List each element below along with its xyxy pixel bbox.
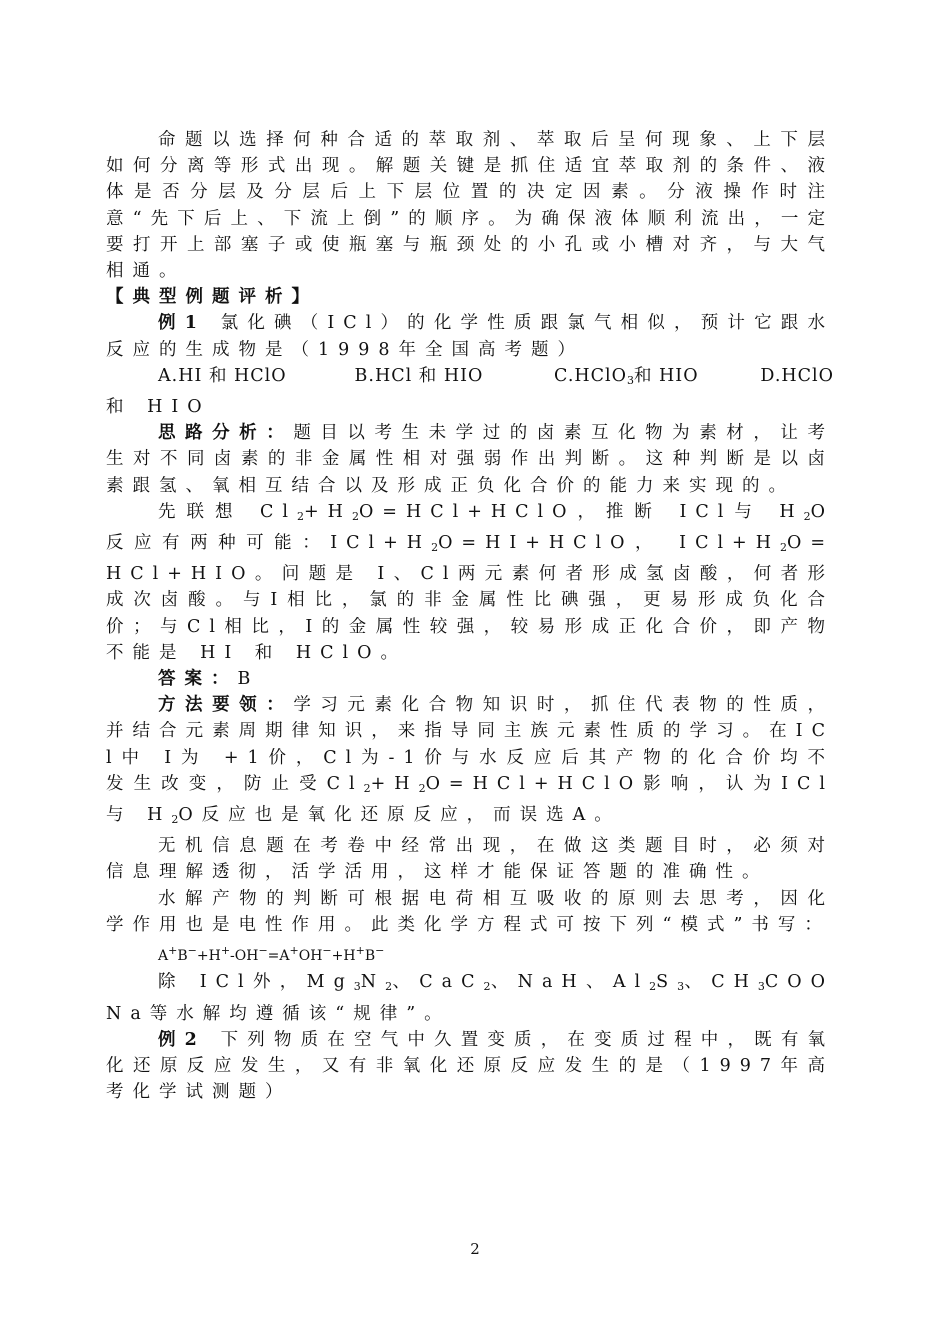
info-paragraph: 无机信息题在考卷中经常出现，在做这类题目时，必须对信息理解透彻，活学活用，这样才能保证答题的准确性。 <box>106 836 834 883</box>
method-label: 方法要领： <box>158 695 294 716</box>
example-2-question: 下列物质在空气中久置变质，在变质过程中，既有氧化还原反应发生，又有非氧化还原反应发生的是（1997年高考化学试测题） <box>106 1029 834 1103</box>
intro-text: 命题以选择何种合适的萃取剂、萃取后呈何现象、上下层如何分离等形式出现。解题关键是抓住适宜萃取剂的条件、液体是否分层及分层后上下层位置的决定因素。分液操作时注意“先下后上、下流上倒”的顺序。为确保液体顺利流出，一定要打开上部塞子或使瓶塞与瓶颈处的小孔或小槽对齐，与大气相通。 <box>106 130 834 282</box>
except-paragraph: 除 ICl外，$Mg_3N_2$、CaC$_2$、NaH、$Al_2S_3$、$CH_3COONa$等水解均遵循该“规律”。 <box>106 972 834 1024</box>
option-d-tail: 和 HIO <box>106 397 211 418</box>
method-paragraph: 方法要领：学习元素化合物知识时，抓住代表物的性质，并结合元素周期律知识，来指导同主族元素性质的学习。在ICl中 I为 +1价，Cl为-1价与水反应后其产物的化合价均不发生改变，防止受$Cl_2+H_2O=HCl+HClO$影响，认为ICl与 $H_2O$反应也是氧化还原反应，而误选A。 <box>106 695 834 827</box>
section-title: 【典型例题评析】 <box>106 287 318 308</box>
example-1-options <box>106 363 834 394</box>
hydrolysis-formula: A+B−+H+-OH−=A+OH−+H+B− <box>158 944 385 965</box>
answer-line <box>106 666 834 692</box>
option-d-head: D.HClO <box>760 365 834 386</box>
option-c: C.HClO$_3$和 HIO <box>554 365 699 387</box>
example-2-stem <box>106 1027 834 1106</box>
option-a: A.HI 和 HClO <box>158 365 287 386</box>
page-number: 2 <box>470 1240 480 1258</box>
intro-paragraph <box>106 127 834 284</box>
analysis-paragraph <box>106 420 834 499</box>
analysis-text: 题目以考生未学过的卤素互化物为素材，让考生对不同卤素的非金属性相对强弱作出判断。这种判断是以卤素跟氢、氧相互结合以及形成正负化合价的能力来实现的。 <box>106 423 834 496</box>
answer-value: B <box>237 669 260 690</box>
analysis-paragraph-2: 先联想 $Cl_2+H_2O=HCl+HClO$，推断 ICl与 $H_2O$反应有两种可能：$ICl+H_2O=HI+HClO$， $ICl+H_2O=HCl+HIO$。问题是 I、Cl两元素何者形成氢卤酸，何者形成次卤酸。与I相比，氯的非金属性比碘强，更易形成负化合价；与Cl相比，I的金属性较强，较易形成正化合价，即产物不能是 HI 和 HClO。 <box>106 501 834 663</box>
example-1-stem <box>106 310 834 362</box>
hydrolysis-paragraph: 水解产物的判断可根据电荷相互吸收的原则去思考，因化学作用也是电性作用。此类化学方程式可按下列“模式”书写： <box>106 888 834 935</box>
body-text <box>106 127 834 1105</box>
example-2-label: 例2 <box>158 1029 206 1050</box>
answer-label: 答案： <box>158 669 238 690</box>
analysis-label: 思路分析： <box>158 423 294 444</box>
example-1-label: 例1 <box>158 313 206 334</box>
example-1-question: 氯化碘（ICl）的化学性质跟氯气相似，预计它跟水反应的生成物是（1998年全国高考题） <box>106 313 834 360</box>
option-b: B.HCl 和 HIO <box>354 365 484 386</box>
